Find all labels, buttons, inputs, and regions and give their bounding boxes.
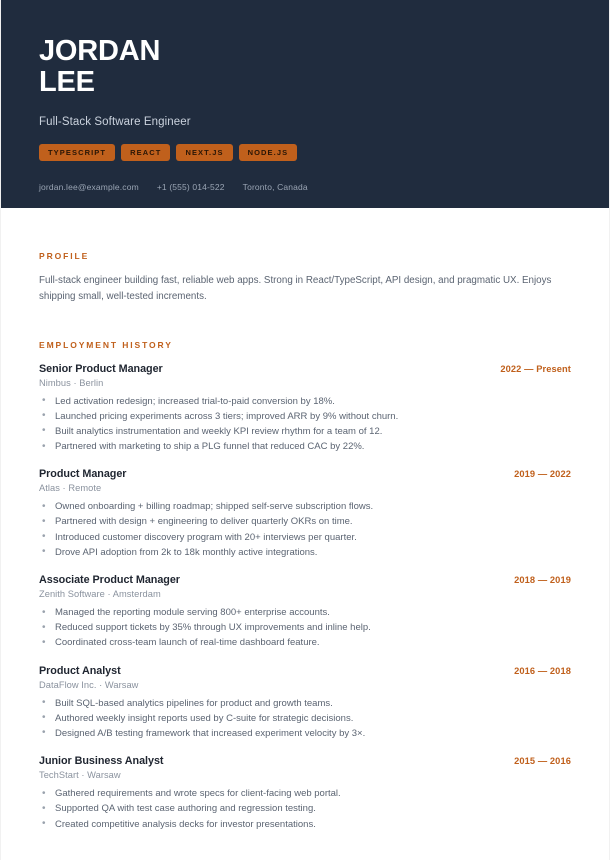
job-bullet: • Created competitive analysis decks for investor presentations.	[39, 817, 571, 832]
job-header	[39, 468, 571, 480]
job-dates: 2018 — 2019	[514, 575, 571, 586]
job-role: Junior Business Analyst	[39, 755, 164, 768]
job-bullet: • Launched pricing experiments across 3 tiers; improved ARR by 9% without churn.	[39, 409, 571, 424]
job-bullet: • Authored weekly insight reports used by C-suite for strategic decisions.	[39, 711, 571, 726]
job-bullet: • Supported QA with test case authoring and regression testing.	[39, 801, 571, 816]
profile-summary-text: Full-stack engineer building fast, reliable web apps. Strong in React/TypeScript, API design, and pragmatic UX. Enjoys shipping small, well-tested increments.	[39, 275, 552, 302]
employment-section	[39, 315, 571, 832]
contact-phone[interactable]: +1 (555) 014-522	[156, 182, 225, 193]
job-bullet-list	[39, 786, 571, 832]
job-entry	[39, 574, 571, 651]
job-bullet: • Coordinated cross-team launch of real-time dashboard feature.	[39, 635, 571, 650]
job-bullet: • Drove API adoption from 2k to 18k monthly active integrations.	[39, 545, 571, 560]
job-entry	[39, 755, 571, 832]
job-organization: TechStart · Warsaw	[39, 770, 121, 781]
job-dates: 2016 — 2018	[514, 665, 571, 676]
skill-badge-nextjs[interactable]: NEXT.JS	[176, 144, 232, 162]
job-entry	[39, 468, 571, 560]
contact-email[interactable]: jordan.lee@example.com	[39, 182, 139, 193]
job-header	[39, 574, 571, 586]
skill-badge-typescript[interactable]: TYPESCRIPT	[39, 144, 115, 162]
job-organization: Atlas · Remote	[39, 483, 102, 494]
job-bullet: • Built SQL-based analytics pipelines for product and growth teams.	[39, 696, 571, 711]
profile-section	[39, 208, 571, 305]
skill-badge-react[interactable]: REACT	[121, 144, 170, 162]
job-bullet: • Designed A/B testing framework that increased experiment velocity by 3×.	[39, 726, 571, 741]
job-bullet-list	[39, 499, 571, 560]
job-entry	[39, 665, 571, 742]
job-role: Associate Product Manager	[39, 574, 180, 587]
resume-header	[1, 0, 609, 208]
job-bullet-list	[39, 394, 571, 455]
employment-section-heading: EMPLOYMENT HISTORY	[39, 339, 173, 350]
candidate-name-line-1: JORDAN	[39, 35, 161, 67]
job-bullet: • Led activation redesign; increased trial-to-paid conversion by 18%.	[39, 394, 571, 409]
job-bullet: • Owned onboarding + billing roadmap; shipped self-serve subscription flows.	[39, 499, 571, 514]
job-bullet: • Partnered with marketing to ship a PLG funnel that reduced CAC by 22%.	[39, 439, 571, 454]
job-bullet: • Gathered requirements and wrote specs for client-facing web portal.	[39, 786, 571, 801]
job-role: Senior Product Manager	[39, 362, 163, 375]
job-bullet-list	[39, 605, 571, 651]
job-organization: DataFlow Inc. · Warsaw	[39, 679, 139, 690]
job-dates: 2019 — 2022	[514, 469, 571, 480]
skill-badge-nodejs[interactable]: NODE.JS	[239, 144, 298, 162]
job-bullet: • Reduced support tickets by 35% through UX improvements and inline help.	[39, 620, 571, 635]
job-role: Product Analyst	[39, 664, 121, 677]
job-role: Product Manager	[39, 468, 127, 481]
skill-badge-list	[39, 144, 571, 162]
job-bullet-list	[39, 696, 571, 742]
job-organization: Zenith Software · Amsterdam	[39, 589, 161, 600]
job-organization: Nimbus · Berlin	[39, 377, 104, 388]
resume-body	[1, 208, 609, 832]
contact-location: Toronto, Canada	[242, 182, 308, 193]
job-bullet: • Managed the reporting module serving 800+ enterprise accounts.	[39, 605, 571, 620]
job-bullet: • Built analytics instrumentation and weekly KPI review rhythm for a team of 12.	[39, 424, 571, 439]
candidate-name-line-2: LEE	[39, 66, 95, 99]
candidate-name	[39, 34, 571, 99]
contact-info	[39, 182, 571, 192]
job-bullet: • Partnered with design + engineering to deliver quarterly OKRs on time.	[39, 514, 571, 529]
employment-job-list	[39, 363, 571, 832]
candidate-headline: Full-Stack Software Engineer	[39, 115, 191, 128]
job-header	[39, 755, 571, 767]
job-entry	[39, 363, 571, 455]
job-dates: 2022 — Present	[500, 363, 571, 374]
job-bullet: • Introduced customer discovery program with 20+ interviews per quarter.	[39, 530, 571, 545]
job-header	[39, 665, 571, 677]
job-dates: 2015 — 2016	[514, 756, 571, 767]
job-header	[39, 363, 571, 375]
profile-section-heading: PROFILE	[39, 251, 90, 261]
